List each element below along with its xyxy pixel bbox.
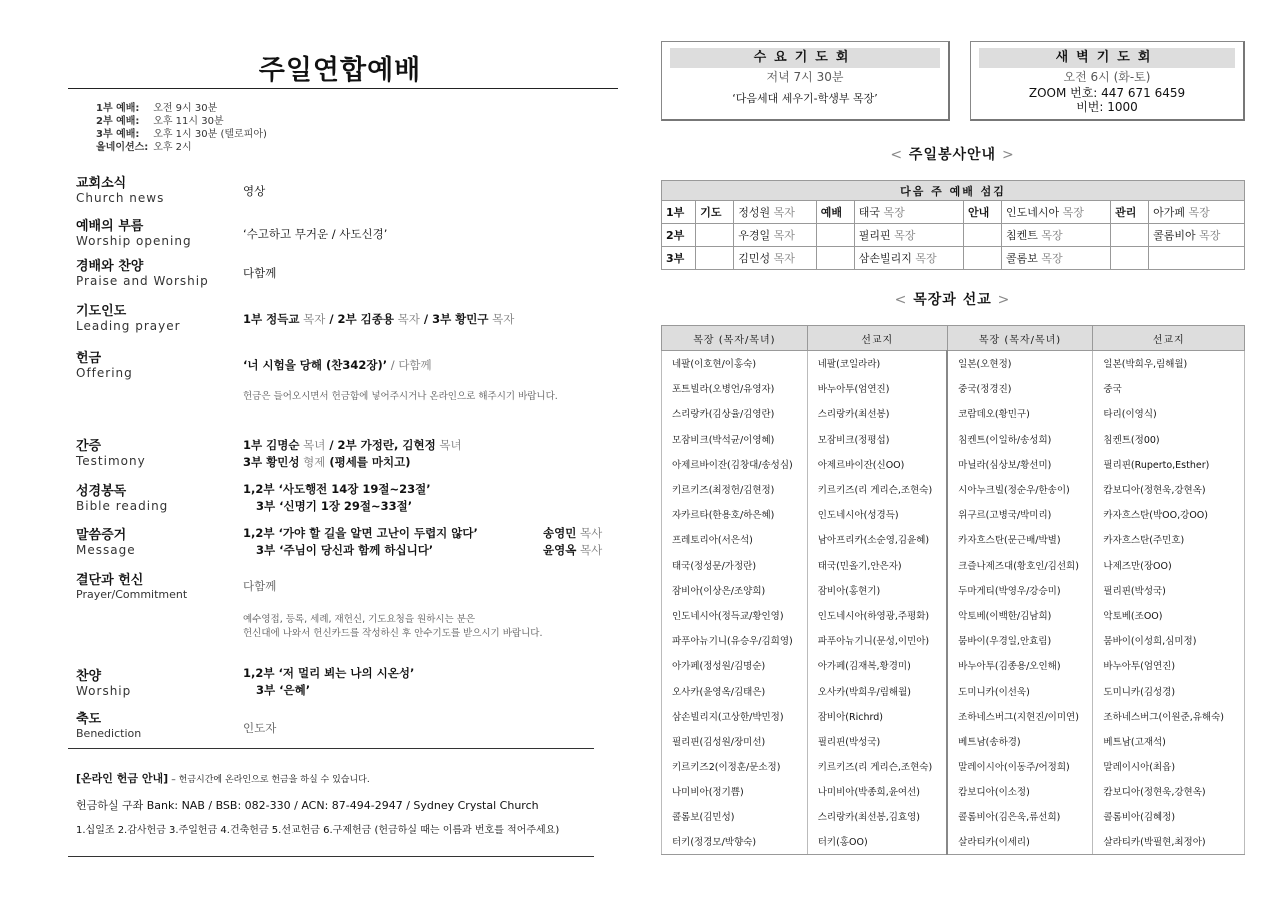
table-row <box>662 678 1245 703</box>
item-bible-reading: 성경봉독 Bible reading <box>76 484 169 513</box>
mission-table <box>661 325 1245 855</box>
table-row <box>662 804 1245 829</box>
online-offering-types: 1.십일조 2.감사헌금 3.주일헌금 4.건축헌금 5.선교헌금 6.구제헌금 (헌금하실 때는 이름과 번호를 적어주세요) <box>76 825 560 836</box>
table-row: 1부 기도 정성원 목자 예배 태국 목장 안내 인도네시아 목장 관리 아가페 목장 <box>662 201 1245 224</box>
table-cell: 캄보디아(정현욱,강현옥) <box>1093 476 1245 501</box>
testimony-line-1: 1부 김명순 목녀 / 2부 가정란, 김현정 목녀 <box>243 438 462 452</box>
table-cell: 중국(정경진) <box>947 376 1093 401</box>
table-row <box>662 728 1245 753</box>
table-cell: 남아프리카(소순영,김윤혜) <box>807 527 947 552</box>
service-times <box>96 102 267 154</box>
table-cell: 악토베(조OO) <box>1093 602 1245 627</box>
table-row <box>662 401 1245 426</box>
table-row <box>662 376 1245 401</box>
col-header-mission: 선교지 <box>807 326 947 351</box>
table-row <box>662 829 1245 854</box>
table-cell: 포트빌라(오병언/유영자) <box>662 376 808 401</box>
service-time-3: 3부 예배: 오후 1시 30분 (텔로피아) <box>96 129 267 140</box>
table-row <box>662 754 1245 779</box>
table-row: 3부 김민성 목자 삼손빌리지 목장 콜롬보 목장 <box>662 247 1245 270</box>
table-cell: 스리랑카(김상율/김영란) <box>662 401 808 426</box>
table-row <box>662 451 1245 476</box>
item-offering: 헌금 Offering <box>76 351 133 380</box>
message-speaker-1: 송영민 목사 <box>543 526 603 540</box>
mission-table-header-row <box>662 326 1245 351</box>
table-row: 2부 우경일 목자 필리핀 목장 침켄트 목장 콜롬비아 목장 <box>662 224 1245 247</box>
table-cell: 캄보디아(정현욱,강현옥) <box>1093 779 1245 804</box>
table-row <box>662 602 1245 627</box>
mission-section-title: < 목장과 선교 > <box>894 292 1011 308</box>
table-cell: 살라티카(이세리) <box>947 829 1093 854</box>
table-cell: 나미비아(박종희,윤여선) <box>807 779 947 804</box>
table-row <box>662 502 1245 527</box>
table-cell: 악토베(이백한/김남희) <box>947 602 1093 627</box>
wednesday-prayer-box <box>661 41 950 121</box>
table-cell: 베트남(송하경) <box>947 728 1093 753</box>
table-cell: 두마게티(박영우/강승미) <box>947 577 1093 602</box>
table-cell: 자카르타(한용호/하은혜) <box>662 502 808 527</box>
table-cell: 마닐라(심상보/황선미) <box>947 451 1093 476</box>
dawn-prayer-title: 새벽기도회 <box>979 48 1235 68</box>
service-time-2: 2부 예배: 오후 11시 30분 <box>96 116 224 127</box>
mission-table-body <box>662 351 1245 855</box>
table-row <box>662 351 1245 376</box>
service-time-1: 1부 예배: 오전 9시 30분 <box>96 103 218 114</box>
table-row <box>662 703 1245 728</box>
service-time-4: 올네이션스: 오후 2시 <box>96 142 192 153</box>
table-cell: 인도네시아(정득교/황인영) <box>662 602 808 627</box>
online-offering-top-divider <box>68 748 594 749</box>
table-cell: 나미비아(정기쁨) <box>662 779 808 804</box>
table-cell: 터키(홍OO) <box>807 829 947 854</box>
table-cell: 태국(정성문/가정란) <box>662 552 808 577</box>
col-header-house: 목장 (목자/목녀) <box>662 326 808 351</box>
worship-opening-value: ‘수고하고 무거운 / 사도신경’ <box>243 227 388 241</box>
page-title: 주일연합예배 <box>258 55 422 86</box>
table-cell: 뭄바이(우경일,안효림) <box>947 628 1093 653</box>
benediction-value: 인도자 <box>243 721 277 735</box>
table-cell: 바누아투(엄연진) <box>1093 653 1245 678</box>
item-testimony: 간증 Testimony <box>76 439 146 468</box>
table-cell: 파푸아뉴기니(문성,이민아) <box>807 628 947 653</box>
item-praise: 경배와 찬양 Praise and Worship <box>76 259 209 288</box>
table-cell: 키르키즈2(이정훈/문소정) <box>662 754 808 779</box>
table-cell: 태국(민올기,안은자) <box>807 552 947 577</box>
table-row <box>662 577 1245 602</box>
table-cell: 오사카(박희우/림해월) <box>807 678 947 703</box>
table-cell: 키르키즈(리 게리슨,조현숙) <box>807 476 947 501</box>
table-cell: 도미니카(김성경) <box>1093 678 1245 703</box>
table-cell: 아가페(정성원/김명순) <box>662 653 808 678</box>
table-cell: 필리핀(박성국) <box>807 728 947 753</box>
online-offering-bottom-divider <box>68 856 594 857</box>
table-cell: 뭄바이(이성희,심미정) <box>1093 628 1245 653</box>
prayer-value: 1부 정득교 목자 / 2부 김종용 목자 / 3부 황민구 목자 <box>243 312 515 326</box>
table-cell: 말레이시아(이동주/어정희) <box>947 754 1093 779</box>
table-cell: 콜롬비아(김혜정) <box>1093 804 1245 829</box>
table-cell: 바누아투(엄연진) <box>807 376 947 401</box>
table-cell: 카자흐스탄(박OO,강OO) <box>1093 502 1245 527</box>
table-cell: 카자흐스탄(문근배/박별) <box>947 527 1093 552</box>
table-cell: 삼손빌리지(고상한/박민정) <box>662 703 808 728</box>
commitment-value: 다함께 <box>243 579 277 593</box>
hymn-line-2: 3부 ‘은혜’ <box>256 683 311 697</box>
table-cell: 조하네스버그(지현진/이미연) <box>947 703 1093 728</box>
table-cell: 침켄트(정00) <box>1093 426 1245 451</box>
table-cell: 오사카(윤영옥/김태은) <box>662 678 808 703</box>
online-offering-heading: [온라인 헌금 안내] – 헌금시간에 온라인으로 헌금을 하실 수 있습니다. <box>76 772 370 785</box>
table-row <box>662 552 1245 577</box>
table-cell: 위구르(고병국/박미리) <box>947 502 1093 527</box>
table-cell: 콜롬보(김민성) <box>662 804 808 829</box>
table-cell: 인도네시아(성경득) <box>807 502 947 527</box>
table-cell: 일본(박희우,림해월) <box>1093 351 1245 376</box>
item-benediction: 축도 Benediction <box>76 712 142 740</box>
table-cell: 잠비아(홍현기) <box>807 577 947 602</box>
table-cell: 조하네스버그(이원준,유해숙) <box>1093 703 1245 728</box>
table-row <box>662 628 1245 653</box>
item-church-news: 교회소식 Church news <box>76 176 165 205</box>
wednesday-prayer-time: 저녁 7시 30분 <box>766 70 844 84</box>
online-offering-account: 헌금하실 구좌 Bank: NAB / BSB: 082-330 / ACN: 87-494-2947 / Sydney Crystal Church <box>76 799 539 812</box>
table-cell: 나제즈만(장OO) <box>1093 552 1245 577</box>
hymn-line-1: 1,2부 ‘저 멀리 뵈는 나의 시온성’ <box>243 666 415 680</box>
col-header-mission-2: 선교지 <box>1093 326 1245 351</box>
table-cell: 잠비아(Richrd) <box>807 703 947 728</box>
church-news-value: 영상 <box>243 184 266 198</box>
item-message: 말씀증거 Message <box>76 528 136 557</box>
table-cell: 터키(정경모/박향숙) <box>662 829 808 854</box>
table-cell: 필리핀(김성원/장미선) <box>662 728 808 753</box>
table-cell: 아제르바이잔(김창대/송성심) <box>662 451 808 476</box>
message-line-1: 1,2부 ‘가야 할 길을 알면 고난이 두렵지 않다’ <box>243 526 478 540</box>
table-cell: 필리핀(Ruperto,Esther) <box>1093 451 1245 476</box>
table-row <box>662 653 1245 678</box>
service-section-title: < 주일봉사안내 > <box>890 147 1015 163</box>
table-cell: 타리(이영식) <box>1093 401 1245 426</box>
testimony-line-2: 3부 황민성 형제 (평세를 마치고) <box>243 455 411 469</box>
table-cell: 살라티카(박필현,최정아) <box>1093 829 1245 854</box>
commitment-note: 예수영접, 등록, 세례, 재헌신, 기도요청을 원하시는 분은 헌신대에 나와서 헌신카드를 작성하신 후 안수기도를 받으시기 바랍니다. <box>243 614 543 639</box>
table-cell: 베트남(고재석) <box>1093 728 1245 753</box>
item-hymn: 찬양 Worship <box>76 669 132 698</box>
table-cell: 아가페(김재복,황경미) <box>807 653 947 678</box>
service-table <box>661 180 1245 270</box>
table-cell: 캄보디아(이소정) <box>947 779 1093 804</box>
table-row <box>662 426 1245 451</box>
table-cell: 프레토리아(서은석) <box>662 527 808 552</box>
col-header-house-2: 목장 (목자/목녀) <box>947 326 1093 351</box>
table-cell: 네팔(이호현/이홍숙) <box>662 351 808 376</box>
table-cell: 침켄트(이일하/송성희) <box>947 426 1093 451</box>
title-divider <box>68 88 618 89</box>
table-cell: 필리핀(박성국) <box>1093 577 1245 602</box>
table-cell: 말레이시아(최읍) <box>1093 754 1245 779</box>
table-cell: 네팔(코일라라) <box>807 351 947 376</box>
dawn-prayer-password: 비번: 1000 <box>1076 100 1138 114</box>
wednesday-prayer-title: 수요기도회 <box>670 48 940 68</box>
table-cell: 키르키즈(최정헌/김현정) <box>662 476 808 501</box>
table-cell: 바누아투(김종용/오인해) <box>947 653 1093 678</box>
table-cell: 크즐나제즈대(황호인/김선희) <box>947 552 1093 577</box>
item-leading-prayer: 기도인도 Leading prayer <box>76 304 181 333</box>
table-cell: 카자흐스탄(주민호) <box>1093 527 1245 552</box>
table-row <box>662 779 1245 804</box>
praise-value: 다함께 <box>243 266 277 280</box>
wednesday-prayer-subject: ‘다음세대 세우기-학생부 목장’ <box>732 92 878 105</box>
table-cell: 잠비아(이상은/조양희) <box>662 577 808 602</box>
table-cell: 중국 <box>1093 376 1245 401</box>
table-cell: 스리랑카(최선봉,김효영) <box>807 804 947 829</box>
table-cell: 코람데오(황민구) <box>947 401 1093 426</box>
table-cell: 키르키즈(리 게리슨,조현숙) <box>807 754 947 779</box>
table-row <box>662 527 1245 552</box>
dawn-prayer-box <box>970 41 1245 121</box>
item-worship-opening: 예배의 부름 Worship opening <box>76 219 192 248</box>
offering-note: 헌금은 들어오시면서 헌금함에 넣어주시거나 온라인으로 해주시기 바랍니다. <box>243 391 558 402</box>
bible-line-1: 1,2부 ‘사도행전 14장 19절~23절’ <box>243 482 431 496</box>
service-table-header-row <box>662 181 1245 201</box>
table-cell: 인도네시아(하영광,주평화) <box>807 602 947 627</box>
table-cell: 아제르바이잔(신OO) <box>807 451 947 476</box>
table-cell: 시아누크빌(정순우/한송이) <box>947 476 1093 501</box>
message-speaker-2: 윤영옥 목사 <box>543 543 603 557</box>
dawn-prayer-time: 오전 6시 (화-토) <box>1063 70 1151 84</box>
item-commitment: 결단과 헌신 Prayer/Commitment <box>76 573 188 601</box>
table-cell: 파푸아뉴기니(유승우/김희영) <box>662 628 808 653</box>
bible-line-2: 3부 ‘신명기 1장 29절~33절’ <box>256 499 413 513</box>
table-cell: 모잠비크(정평섭) <box>807 426 947 451</box>
offering-value: ‘너 시험을 당해 (찬342장)’ / 다함께 <box>243 358 432 372</box>
table-cell: 콜롬비아(김은욱,류선희) <box>947 804 1093 829</box>
dawn-prayer-zoom: ZOOM 번호: 447 671 6459 <box>1028 86 1186 100</box>
table-cell: 스리랑카(최선봉) <box>807 401 947 426</box>
service-table-header: 다음 주 예배 섬김 <box>662 181 1245 201</box>
message-line-2: 3부 ‘주님이 당신과 함께 하십니다’ <box>256 543 434 557</box>
table-cell: 일본(오현정) <box>947 351 1093 376</box>
table-cell: 모잠비크(박석균/이영혜) <box>662 426 808 451</box>
table-cell: 도미니카(이선욱) <box>947 678 1093 703</box>
table-row <box>662 476 1245 501</box>
